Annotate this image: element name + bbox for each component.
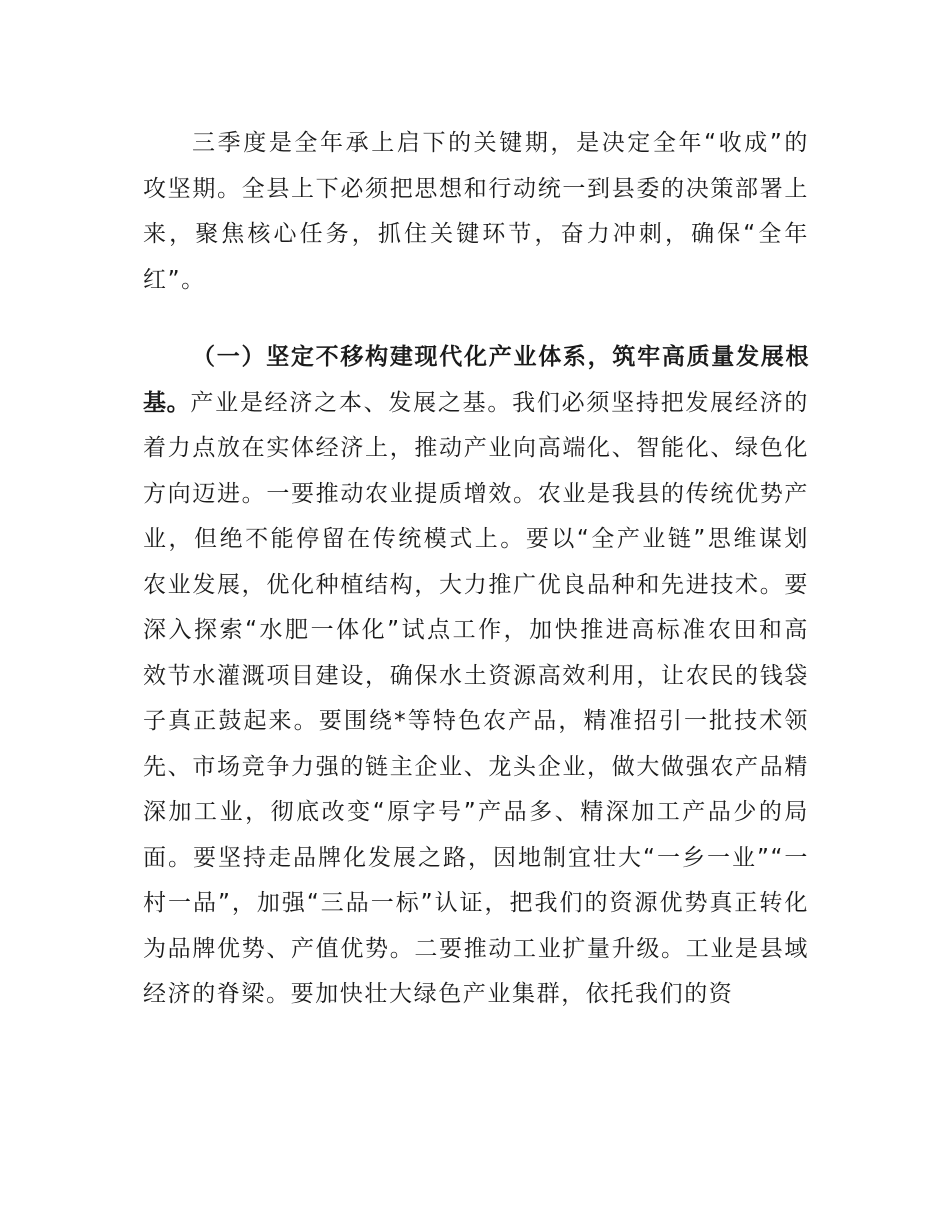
intro-paragraph	[143, 121, 809, 303]
intro-paragraph-text: 三季度是全年承上启下的关键期，是决定全年“收成”的攻坚期。全县上下必须把思想和行动统一到县委的决策部署上来，聚焦核心任务，抓住关键环节，奋力冲刺，确保“全年红”。	[143, 130, 809, 293]
section-one-body: 产业是经济之本、发展之基。我们必须坚持把发展经济的着力点放在实体经济上，推动产业向高端化、智能化、绿色化方向迈进。一要推动农业提质增效。农业是我县的传统优势产业，但绝不能停留在传统模式上。要以“全产业链”思维谋划农业发展，优化种植结构，大力推广优良品种和先进技术。要深入探索“水肥一体化”试点工作，加快推进高标准农田和高效节水灌溉项目建设，确保水土资源高效利用，让农民的钱袋子真正鼓起来。要围绕*等特色农产品，精准招引一批技术领先、市场竞争力强的链主企业、龙头企业，做大做强农产品精深加工业，彻底改变“原字号”产品多、精深加工产品少的局面。要坚持走品牌化发展之路，因地制宜壮大“一乡一业”“一村一品”，加强“三品一标”认证，把我们的资源优势真正转化为品牌优势、产值优势。二要推动工业扩量升级。工业是县域经济的脊梁。要加快壮大绿色产业集群，依托我们的资	[143, 389, 810, 1007]
document-page	[143, 121, 809, 1018]
section-one-paragraph	[143, 335, 809, 1018]
section-one-heading: （一）坚定不移构建现代化产业体系，筑牢高质量发展根基。	[143, 344, 809, 416]
